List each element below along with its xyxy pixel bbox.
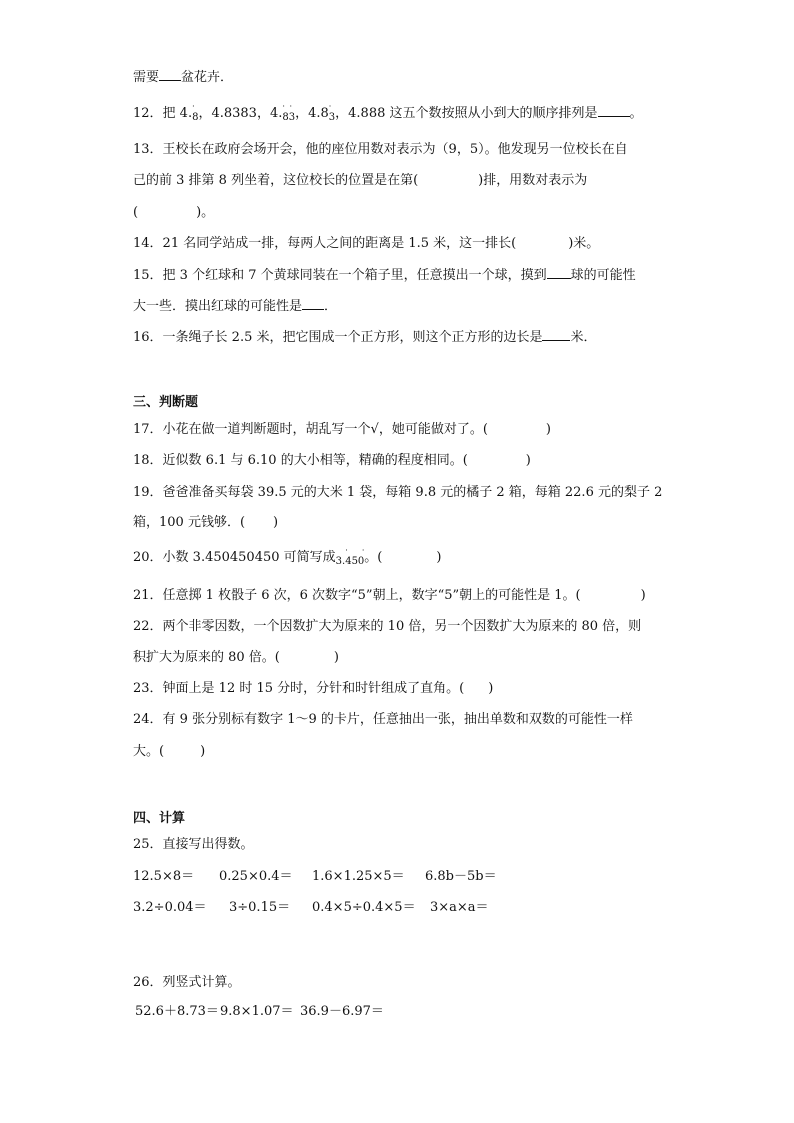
q25-row1-item4[interactable]: 6.8b－5b＝ <box>425 869 497 884</box>
q15-line2: 大一些．摸出红球的可能性是 ． <box>133 299 338 314</box>
q14: 14．21 名同学站成一排，每两人之间的距离是 1.5 米，这一排长( )米。 <box>133 236 600 251</box>
q26-item1[interactable]: 52.6＋8.73＝ <box>135 1004 219 1019</box>
q25-row1-item2[interactable]: 0.25×0.4＝ <box>219 869 293 884</box>
q12-repeating-4: · $_3$ <box>328 102 336 123</box>
q12-repeating-3: · · $_{83}$ <box>282 102 296 123</box>
q12-suffix: ，4.888 这五个数按照从小到大的顺序排列是 <box>335 106 598 121</box>
q20: 20．小数 3.450450450 可简写成$_{3.}$ · · $_{450}$。( ) <box>133 549 441 571</box>
q19-line1: 19．爸爸准备买每袋 39.5 元的大米 1 袋，每箱 9.8 元的橘子 2 箱，每箱 22.6 元的梨子 2 <box>133 485 663 500</box>
q13-line1: 13．王校长在政府会场开会，他的座位用数对表示为（9，5）。他发现另一位校长在自 <box>133 142 628 157</box>
q25-row1-item3[interactable]: 1.6×1.25×5＝ <box>312 869 405 884</box>
q18: 18．近似数 6.1 与 6.10 的大小相等，精确的程度相同。( ) <box>133 453 531 468</box>
q22-line2: 积扩大为原来的 80 倍。( ) <box>133 650 339 665</box>
q24-line2: 大。( ) <box>133 744 206 759</box>
q13-line3: ( )。 <box>133 205 215 220</box>
q26-title: 26．列竖式计算。 <box>133 975 241 990</box>
q20-repeating-number: $_{3.}$ · · $_{450}$ <box>335 546 368 567</box>
q17: 17．小花在做一道判断题时，胡乱写一个√，她可能做对了。( ) <box>133 422 551 437</box>
q16: 16．一条绳子长 2.5 米，把它围成一个正方形，则这个正方形的边长是 米． <box>133 330 597 345</box>
q12-blank[interactable] <box>598 104 630 117</box>
q15-blank-2[interactable] <box>302 297 324 310</box>
q12-sep2: ，4.8 <box>295 106 329 121</box>
q22-line1: 22．两个非零因数，一个因数扩大为原来的 10 倍，另一个因数扩大为原来的 80 倍，则 <box>133 619 642 634</box>
q13-line2: 己的前 3 排第 8 列坐着，这位校长的位置是在第( )排，用数对表示为 <box>133 173 588 188</box>
q11-text-after: 盆花卉． <box>181 70 234 85</box>
q26-item2[interactable]: 9.8×1.07＝ <box>220 1004 294 1019</box>
q11-text-before: 需要 <box>133 70 160 85</box>
q25-row2-item1[interactable]: 3.2÷0.04＝ <box>133 900 207 915</box>
q23: 23．钟面上是 12 时 15 分时，分针和时针组成了直角。( ) <box>133 681 494 696</box>
q25-row2-item2[interactable]: 3÷0.15＝ <box>229 900 291 915</box>
q15-line1: 15．把 3 个红球和 7 个黄球同装在一个箱子里，任意摸出一个球，摸到 球的可能性 <box>133 268 636 283</box>
q11-blank[interactable] <box>159 68 181 81</box>
q24-line1: 24．有 9 张分别标有数字 1～9 的卡片，任意抽出一张，抽出单数和双数的可能性一样 <box>133 712 633 727</box>
q16-blank[interactable] <box>542 328 570 341</box>
q21: 21．任意掷 1 枚骰子 6 次，6 次数字“5”朝上，数字“5”朝上的可能性是 1。( ) <box>133 588 646 603</box>
q12-end: 。 <box>629 106 643 121</box>
section-4-heading: 四、计算 <box>133 811 186 826</box>
q12 <box>133 104 643 127</box>
q25-row2-item4[interactable]: 3×a×a＝ <box>430 900 489 915</box>
q11-tail <box>133 68 233 87</box>
q25-row2-item3[interactable]: 0.4×5÷0.4×5＝ <box>312 900 416 915</box>
q26-item3[interactable]: 36.9－6.97＝ <box>300 1004 384 1019</box>
section-3-heading: 三、判断题 <box>133 395 199 410</box>
q25-title: 25．直接写出得数。 <box>133 837 254 852</box>
q25-row1-item1[interactable]: 12.5×8＝ <box>133 869 195 884</box>
q12-sep1: ，4.8383，4. <box>198 106 283 121</box>
q12-repeating-1: · $_8$ <box>192 102 199 123</box>
q19-line2: 箱，100 元钱够．( ) <box>133 515 279 530</box>
q12-prefix: 12．把 4. <box>133 106 193 121</box>
q15-blank-1[interactable] <box>547 266 571 279</box>
